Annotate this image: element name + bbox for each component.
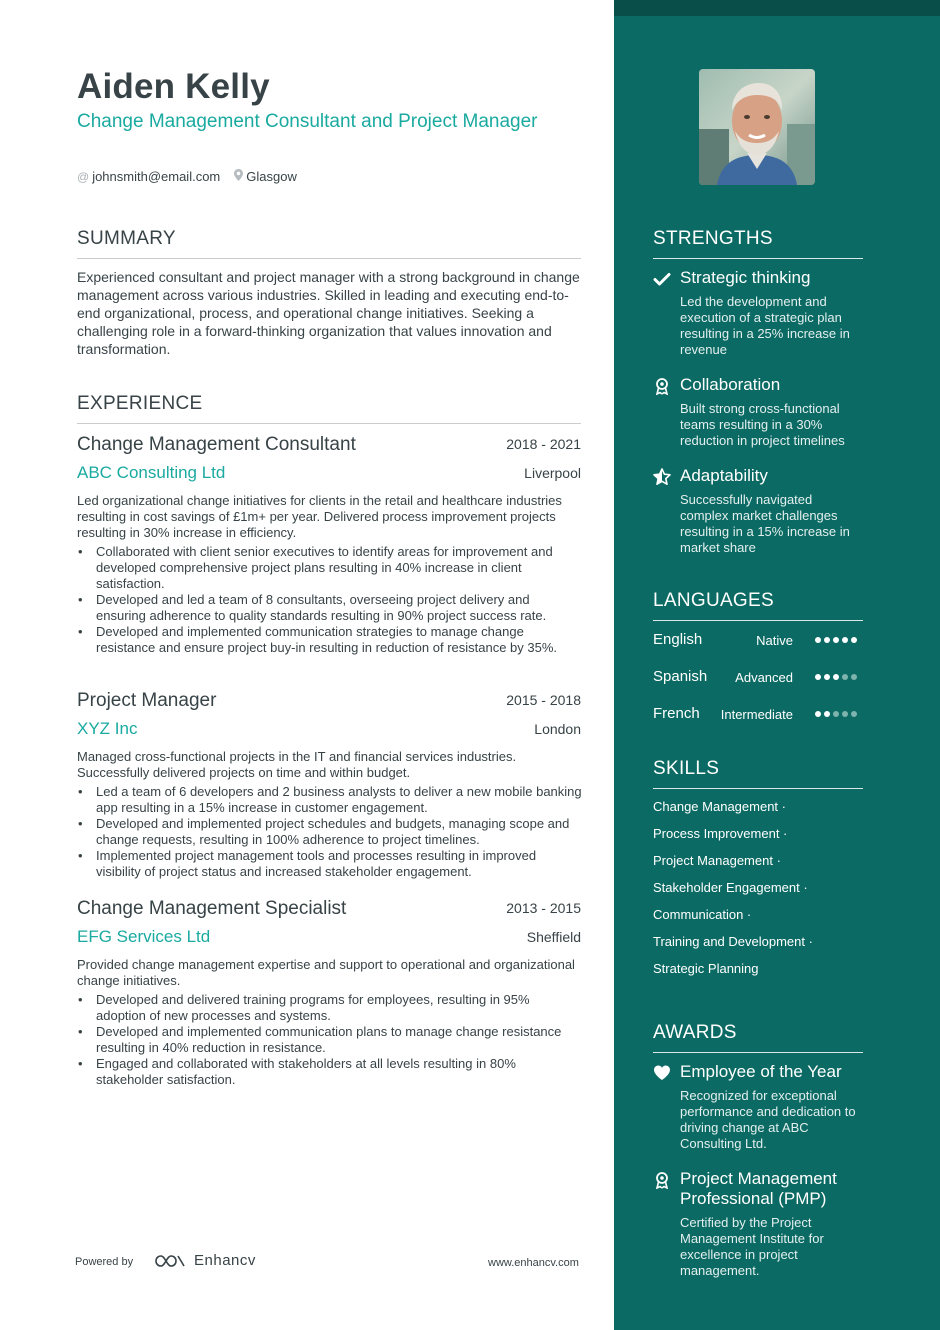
rating-dot — [824, 674, 830, 680]
strength-description: Successfully navigated complex market challenges resulting in a 15% increase in market share — [680, 492, 850, 555]
at-icon: @ — [77, 169, 90, 184]
languages-divider — [653, 620, 863, 621]
job-bullets — [77, 544, 583, 656]
location-text: Glasgow — [246, 169, 297, 184]
rating-dot — [824, 637, 830, 643]
award-description: Recognized for exceptional performance and dedication to driving change at ABC Consulting Ltd. — [680, 1088, 856, 1151]
rating-dot — [833, 711, 839, 717]
summary-text: Experienced consultant and project manager with a strong background in change management across various industries. Skilled in leading and executing end-to-end organizational, process, and operational change initiatives. Seeking a challenging role in a forward-thinking organization that values innovation and transformation. — [77, 269, 580, 357]
rating-dot — [824, 711, 830, 717]
job-bullet: • Developed and implemented project schedules and budgets, managing scope and change requests, resulting in 100% adherence to project timelines. — [77, 816, 583, 848]
job-bullets — [77, 784, 583, 880]
skill-item: Stakeholder Engagement · — [653, 880, 808, 895]
job-company: XYZ Inc — [77, 719, 138, 738]
candidate-name: Aiden Kelly — [77, 67, 270, 106]
enhancv-logo[interactable] — [154, 1252, 256, 1269]
sidebar-top-bar — [614, 0, 940, 16]
footer-url[interactable]: www.enhancv.com — [488, 1257, 579, 1269]
skill-item: Process Improvement · — [653, 826, 788, 841]
job-description: Managed cross-functional projects in the IT and financial services industries. Successfully delivered projects on time and within budget. — [77, 749, 517, 780]
strength-name: Collaboration — [680, 375, 781, 394]
medal-icon — [653, 377, 671, 395]
email-text: johnsmith@email.com — [92, 169, 221, 184]
award-name: Employee of the Year — [680, 1062, 842, 1081]
language-level: Intermediate — [720, 707, 793, 722]
job-location: London — [534, 721, 581, 737]
skills-heading: SKILLS — [653, 758, 720, 779]
awards-divider — [653, 1052, 863, 1053]
job-bullet: • Developed and implemented communication plans to manage change resistance resulting in 40% reduction in resistance. — [77, 1024, 583, 1056]
enhancv-logo-icon — [154, 1253, 186, 1269]
strength-description: Led the development and execution of a strategic plan resulting in a 25% increase in revenue — [680, 294, 850, 357]
strength-name: Adaptability — [680, 466, 768, 485]
job-title: Project Manager — [77, 690, 217, 711]
job-bullet: • Implemented project management tools and processes resulting in improved visibility of project status and increased stakeholder engagement. — [77, 848, 583, 880]
rating-dot — [842, 711, 848, 717]
job-bullet: • Developed and delivered training programs for employees, resulting in 95% adoption of new processes and systems. — [77, 992, 583, 1024]
job-location: Liverpool — [524, 465, 581, 481]
email-item[interactable] — [77, 169, 220, 184]
experience-divider — [77, 423, 581, 424]
job-bullet: • Led a team of 6 developers and 2 business analysts to deliver a new mobile banking app resulting in a 15% increase in customer engagement. — [77, 784, 583, 816]
job-description: Provided change management expertise and support to operational and organizational change initiatives. — [77, 957, 575, 988]
candidate-title: Change Management Consultant and Project Manager — [77, 111, 538, 132]
rating-dot — [851, 637, 857, 643]
rating-dot — [815, 711, 821, 717]
profile-photo — [699, 69, 815, 185]
skill-item: Project Management · — [653, 853, 781, 868]
languages-heading: LANGUAGES — [653, 590, 774, 611]
summary-heading: SUMMARY — [77, 228, 176, 249]
experience-heading: EXPERIENCE — [77, 393, 203, 414]
location-item — [234, 169, 297, 184]
summary-divider — [77, 258, 581, 259]
heart-icon — [653, 1064, 671, 1082]
location-pin-icon — [234, 169, 243, 184]
job-bullet: • Engaged and collaborated with stakeholders at all levels resulting in 80% stakeholder satisfaction. — [77, 1056, 583, 1088]
job-dates: 2018 - 2021 — [506, 436, 581, 452]
strength-description: Built strong cross-functional teams resulting in a 30% reduction in project timelines — [680, 401, 845, 448]
job-dates: 2015 - 2018 — [506, 692, 581, 708]
job-company: EFG Services Ltd — [77, 927, 211, 946]
checkmark-icon — [653, 270, 671, 288]
contact-info — [77, 169, 311, 184]
job-location: Sheffield — [526, 929, 581, 945]
awards-heading: AWARDS — [653, 1022, 737, 1043]
language-rating — [815, 674, 860, 680]
skill-item: Communication · — [653, 907, 752, 922]
rating-dot — [851, 711, 857, 717]
award-description: Certified by the Project Management Institute for excellence in project management. — [680, 1215, 824, 1278]
rating-dot — [851, 674, 857, 680]
job-bullet: • Collaborated with client senior executives to identify areas for improvement and developed comprehensive project plans resulting in 40% increase in client satisfaction. — [77, 544, 583, 592]
skills-divider — [653, 788, 863, 789]
award-name: Project Management Professional (PMP) — [680, 1169, 837, 1208]
skill-item: Strategic Planning — [653, 961, 759, 976]
rating-dot — [815, 637, 821, 643]
language-name: Spanish — [653, 668, 708, 685]
powered-by-label: Powered by — [75, 1256, 134, 1268]
language-level: Advanced — [735, 670, 793, 685]
rating-dot — [815, 674, 821, 680]
job-dates: 2013 - 2015 — [506, 900, 581, 916]
job-company: ABC Consulting Ltd — [77, 463, 226, 482]
language-rating — [815, 711, 860, 717]
rating-dot — [833, 674, 839, 680]
language-level: Native — [756, 633, 793, 648]
job-title: Change Management Consultant — [77, 434, 356, 455]
language-name: English — [653, 631, 703, 648]
enhancv-brand-text: Enhancv — [194, 1252, 256, 1269]
rating-dot — [833, 637, 839, 643]
rating-dot — [842, 674, 848, 680]
star-half-icon — [653, 468, 671, 486]
strengths-heading: STRENGTHS — [653, 228, 773, 249]
rating-dot — [842, 637, 848, 643]
job-description: Led organizational change initiatives for clients in the retail and healthcare industries resulting in cost savings of £1m+ per year. Delivered process improvement projects resulting in 30% increase in efficiency. — [77, 493, 562, 540]
job-bullets — [77, 992, 583, 1088]
job-bullet: • Developed and led a team of 8 consultants, overseeing project delivery and ensuring adherence to quality standards resulting in 90% project success rate. — [77, 592, 583, 624]
language-name: French — [653, 705, 700, 722]
job-bullet: • Developed and implemented communication strategies to manage change resistance and ensure project buy-in resulting in reduction of resistance by 35%. — [77, 624, 583, 656]
skill-item: Change Management · — [653, 799, 786, 814]
strength-name: Strategic thinking — [680, 268, 811, 287]
language-rating — [815, 637, 860, 643]
medal-icon — [653, 1171, 671, 1189]
skill-item: Training and Development · — [653, 934, 813, 949]
strengths-divider — [653, 258, 863, 259]
job-title: Change Management Specialist — [77, 898, 347, 919]
